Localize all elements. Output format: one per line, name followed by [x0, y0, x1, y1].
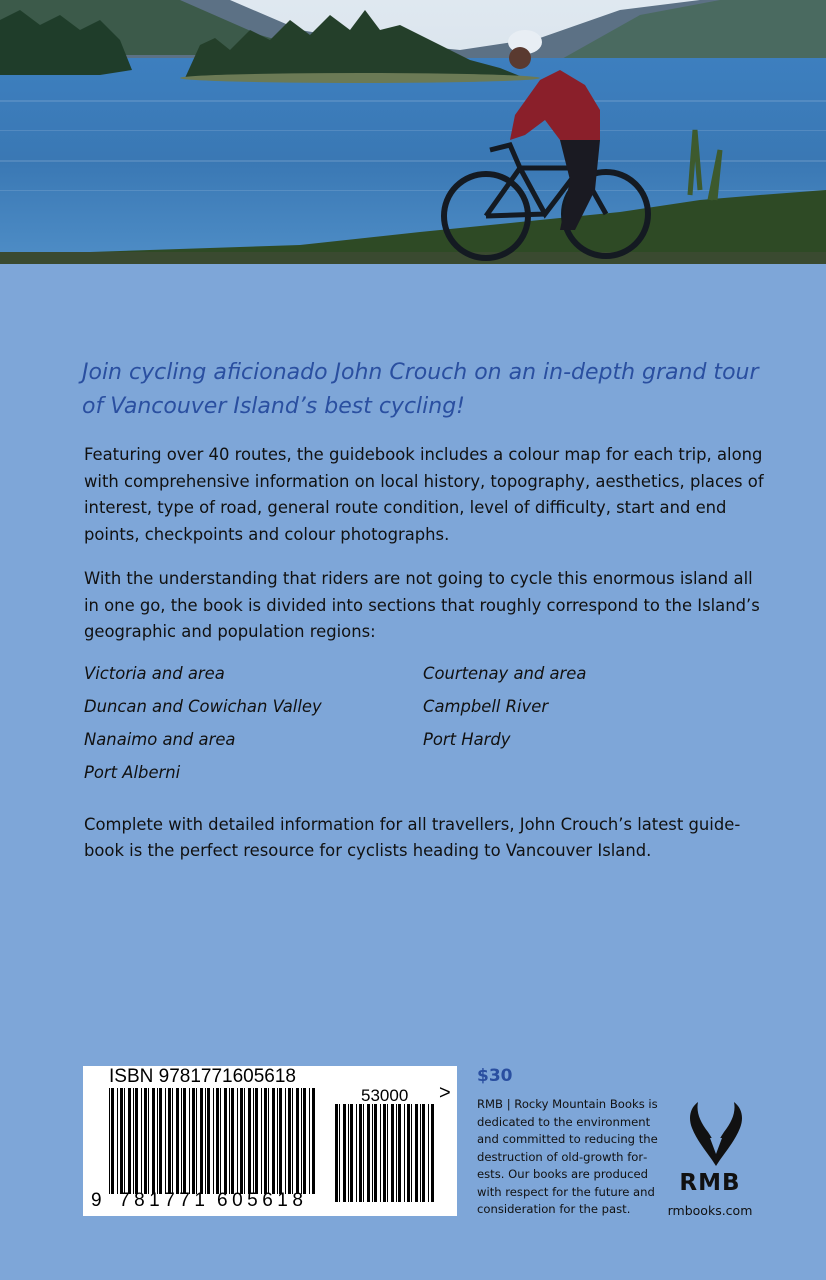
isbn-digits-right: 605618: [217, 1190, 308, 1211]
region-item: Victoria and area: [84, 663, 225, 683]
goat-horns-icon: [680, 1098, 752, 1168]
region-item: Port Hardy: [423, 729, 511, 749]
eco-statement: RMB | Rocky Mountain Books is dedicated to the environment and committed to reducing the destruction of old-growth forests. Our books are produced with respect for the future and consideration for the past.: [477, 1097, 658, 1216]
region-item: Nanaimo and area: [84, 729, 236, 749]
region-list: [84, 664, 764, 794]
paragraph-routes: Featuring over 40 routes, the guidebook includes a colour map for each trip, along with comprehensive information on local history, topography, aesthetics, places of interest, type of road, general route condition, level of difficulty, start and end points, checkpoints and colour photographs.: [84, 445, 764, 544]
price: $30: [477, 1066, 513, 1086]
isbn-digits-left: 781771: [119, 1190, 210, 1211]
region-item: Campbell River: [423, 696, 549, 716]
paragraph-sections: With the understanding that riders are not going to cycle this enormous island all in one go, the book is divided into sections that roughly correspond to the Island’s geographic and population regions:: [84, 569, 760, 641]
cyclist-lake-image: [0, 0, 826, 264]
description: [84, 356, 764, 883]
region-item: Duncan and Cowichan Valley: [84, 696, 322, 716]
lead-text: Join cycling aficionado John Crouch on an in-depth grand tour of Vancouver Island’s best cycling!: [82, 360, 759, 419]
addon-arrow: >: [439, 1082, 451, 1104]
publisher-logo-text: RMB: [679, 1170, 741, 1196]
region-item: Courtenay and area: [423, 663, 587, 683]
isbn-first-digit: 9: [91, 1190, 102, 1211]
isbn-barcode: [83, 1066, 457, 1216]
paragraph-summary: Complete with detailed information for all travellers, John Crouch’s latest guidebook is the perfect resource for cyclists heading to Vancouver Island.: [84, 814, 741, 860]
isbn-label: ISBN 9781771605618: [109, 1066, 296, 1087]
publisher-url: rmbooks.com: [667, 1203, 753, 1218]
region-item: Port Alberni: [84, 762, 181, 782]
addon-digits: 53000: [361, 1086, 409, 1105]
cover-photo: [0, 0, 826, 264]
